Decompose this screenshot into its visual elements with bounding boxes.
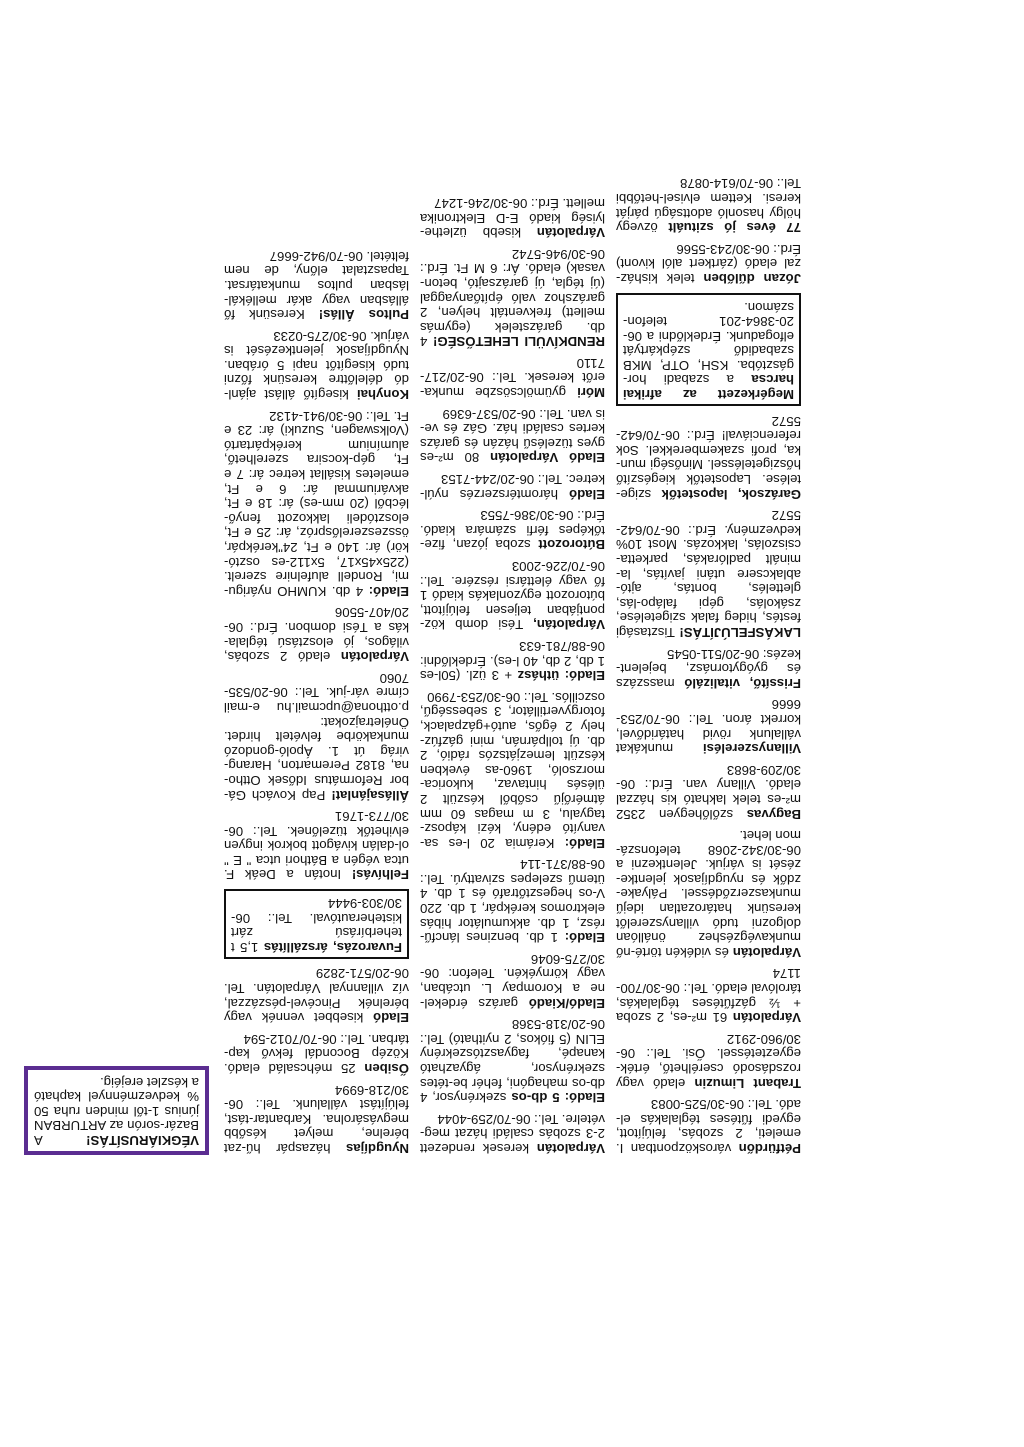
classified-ad [224,1031,409,1075]
ad-lead: Trabant Limuzin [694,1075,801,1091]
ad-lead: Pultos Állás! [318,307,409,323]
ad-text: 61 m²-es, 2 szoba + ½ gázfűtéses téglalakás, tárolóval eladó. Tel.: 06-30/700-1174 [616,966,801,1026]
ad-text: Tési domb köz-pontjában teljesen felújított, bútorozott egyzonlakás kiadó 1 fő vagy élettársi részére. Tel.: 06-70/226-2003 [420,559,605,633]
ad-text: szőlőhegyen 2352 m²-es telek lakható kis házzal eladó. Villany van. Érd.: 06-30/209-8683 [616,762,801,822]
ad-text: 25 méhcsalád eladó. Közép Bocondál fekvő kap-tárban. Tel.: 06-70/7012-594 [224,1031,409,1077]
classified-ad [616,1031,801,1089]
classified-ad [616,176,801,234]
classified-ad [420,195,605,239]
ad-text: munkákat vállalunk rövid határidővel, korrekt áron. Tel.: 06-70/253-6666 [616,697,801,757]
classified-ad [616,828,801,959]
ad-lead: Ősiben [364,1061,409,1077]
ad-lead: 77 éves jó szituált [668,220,801,236]
ad-text: Kerámia 20 l-es sa-vanyító edény, kézi káposz-tagyalu, 3 m magas 60 mm átmérőjű csőből készült 2 ülésés hintavaz, kukorica-morzsoló, 1960-as években készült lemezjátszós rádió, 2 db. új tollpárnán, mini gázfúz-hely 2 égős, autó+gázpalack, fotorgyvertillátor, 3 sebességű, oszcillós. Tel.: 06-30/253-7990 [420,689,605,851]
classified-ad [616,508,801,639]
ad-lead: LAKÁSFELÚJÍTÁS! [679,625,801,640]
classified-ad [616,241,801,285]
ad-lead: Eladó: [564,930,605,946]
ad-text: garázs érdekel-ne a Korompay L. utcában, vagy környékén. Telefon: 06-30/275-6046 [420,951,605,1011]
ad-lead: Eladó/Kiadó [528,995,605,1011]
classified-ad [420,558,605,631]
ads-column-1 [24,1058,209,1155]
ad-lead: Állásajánlat! [331,787,409,803]
classified-ad [420,246,605,348]
ad-text: Inotán a Deák F. utca végén a Báthori utca " E " ol-dalán kivágott bokrok ingyen elvihetők tüzelőnek. Tel.: 06-30/773-1761 [224,809,409,883]
ad-text: özvegy hölgy hasonló adottságú párját keresi. Kettem elvisel-hetőbbi Tel.: 06-70/614-0878 [616,176,801,236]
ad-lead: Konyhai [356,387,409,403]
ads-column-2 [224,241,409,1155]
classified-ad [224,966,409,1024]
classified-ad [420,951,605,1009]
classified-ad [224,809,409,882]
classified-ad [616,1097,801,1155]
classified-ad [616,697,801,755]
classified-ad [420,471,605,500]
ad-text: eladó 2 szobás, világos, jó elosztású téglala-kás a Tési dombon. Érd.: 06-20/407-5506 [224,605,409,665]
classified-ad [224,1082,409,1155]
ad-text: A Bazár-sorón az ARTURBAN június 1-től minden ruha 50 % kedvezménnyel kapható a készlet erejéig. [34,1074,199,1148]
classified-ad [420,857,605,945]
classified-ad [616,413,801,501]
ad-lead: Eladó: [564,835,605,851]
ad-text: 80 m²-es gyes tüzelésű házán és garázs kertes családi ház. Gáz és ve-is van. Tel.: 06-20/537-6369 [420,406,605,466]
ad-lead: Várpalotán [732,944,801,960]
ad-lead: Eladó: üthász [517,668,605,684]
classified-ad [224,670,409,801]
ad-text: 1 db. benzines láncfű-rész, 1 db. akkumulátor hibás elektromos kerékpár, 1 db. 220 V-os hegesztőtrafó és 1 db. 4 ütemű szelepes szivattyú. Tel.: 06-88/371-114 [420,857,605,946]
classified-ad [224,248,409,321]
ad-text: kisebb üzlethe-lyiség kiadó E-D Elektronika mellett. Érd.: 06-30/246-1247 [420,195,605,241]
classified-ad [616,762,801,820]
ad-lead: Várpalotán [732,1010,801,1026]
ad-text: 4 db. garázstelek (egymás mellett) frekventált helyen, 2 garázshoz való építőanyaggal (új tégla, új garázsajtó, beton-vasak) eladó. Ár: 6 M Ft. Érd.: 06-30/946-5742 [419,246,605,350]
ad-text: városközpontban I. emeleti, 2 szobás, felújított, egyedi fűtéses téglalakás el-adó. Tel.: 06-30/525-0083 [616,1097,801,1156]
ad-text: keresek rendezett 2-3 szobás családi házat meg-vételre. Tel.: 06-70/259-4044 [420,1111,605,1156]
ad-text: 4 db. KUMHO nyárigu-mi, Rondell alufelnire szerelt. (225x45x17, 5x112-es osztó-kör) ár: 140 e Ft, 24"kerékpár, összeszerelőspróz, ár: 25 e Ft, elosztódeli lakkozott fenyő-lécből (20 mm-es) ár: 18 e Ft, akváriummal ár: 6 e Ft, emeletes kisállat ketrec ár: 7 e Ft, gép-kocsira szerelhető, alumínium kerékpártartó (Volkswagen, Suzuki) ár: 23 e Ft. Tel.: 06-30/941-4132 [224,408,409,599]
ad-text: 1,5 t teherbírású zárt kisteherautóval. Tel.: 06-30/303-9444 [230,896,402,955]
ad-text: és vidékén törté-nő munkavégzéshez önállóan dolgozni tudó villanyszerelőt keresünk határozatlan idejű munkaszerződéssel. Pályake-zdők és nyugdíjasok jelentke-zését is várjuk. Jelentkezni a 06-30/342-2068 telefonszá-mon lehet. [616,828,801,960]
ad-text: házaspár hű-zat bérelne, melyet később megvásárolna. Karbantar-tást, felújítást vállalunk. Tel.: 06-30/218-6994 [224,1082,409,1156]
ad-lead: Várpalotán [536,1141,605,1156]
ad-lead: VÉGKIÁRUSÍTÁS! [86,1133,199,1148]
ad-lead: Megérkezett az afrikai harcsa [623,372,794,403]
boxed-ad [24,1066,209,1155]
ad-lead: Józan dűlőben [703,270,801,286]
ad-text: Tisztasági festés, hideg falak szigetelése, zsákolás, gépi falápo-lás, glettelés, bontás, ajtó-ablakcsere utáni javítás, la-minált padlórakás, parketta-csiszolás, lakkozás. Most 10% kedvezmény. Érd.: 06-70/642-5572 [616,508,801,640]
ad-text: a szabadi hor-gásztóba. KSH, OTP, MKB szabadidő szépkártyát elfogadunk. Érdeklődni a 06-20-3864-201 telefon-számon. [623,299,794,388]
classified-ad [420,406,605,464]
ad-lead: Eladó: 5 db-os [511,1090,605,1106]
classified-ad [420,1111,605,1155]
ad-lead: Eladó Várpalotán [490,450,605,466]
ad-lead: Eladó [373,1010,409,1026]
ad-text: Keresünk fő állásban vagy akár mellékál-lásban pultos munkatársat. Tapasztalat előny, de nem feltétel. 06-70/942-6667 [224,248,409,323]
ad-lead: Nyugdíjas [345,1141,409,1156]
ads-column-4 [616,169,801,1155]
classified-ad [224,328,409,401]
ad-text: háromtérszerzés nyúl-ketrec. Tel.: 06-20/244-7153 [420,472,605,502]
ads-column-3 [420,188,605,1155]
ad-text: masszázs és gyógytornász, bejelent-kezés: 06-20/511-0545 [616,646,801,691]
ad-lead: Garázsok, lapostetők [661,486,801,502]
ad-lead: Frissítő, vitalizáló [684,675,801,691]
classified-ad [224,605,409,663]
classified-ad [420,355,605,399]
ad-lead: Fuvarozás, árszállítás [263,939,402,955]
classified-ad [420,508,605,552]
boxed-ad [224,890,409,959]
ad-lead: Várpalotán [536,225,605,241]
ad-lead: Móri [577,385,605,401]
ad-lead: Felhívás! [351,867,409,883]
classified-ad [616,646,801,690]
ad-text: + 3 üzl. (50l-es 1 db, 2 db, 40 l-es). Érdeklődni: 06-88/781-633 [420,639,605,684]
ad-text: szoba józan, fize-tőképes férfi számára kiadó. Érd.: 06-30/386-7553 [420,508,605,553]
ad-lead: Bútorozott [538,537,605,553]
ad-lead: Várpalotán, [533,617,605,633]
classified-ad [420,689,605,850]
ad-lead: Bagyvas [746,806,801,822]
ad-lead: RENDKÍVÜLI LEHETŐSÉG! [433,334,605,350]
ad-text: telek kisház-zal eladó (zártkert alól kivont) Érd.: 06-30/243-5566 [616,241,801,286]
ad-text: szekrénysor, 4 db-os mahagóni, fehér be-tétes szekrénysor, ágyazható kanapé, fagyasztószekrény ELIN (5 fiókos, 2 nyitható) Tel.: 06-20/318-5368 [420,1017,605,1106]
ad-text: eladó vagy rozsdásodó cserélhető, érték-egyeztetéssel. Ősi. Tel.: 06-30/960-2912 [615,1031,801,1091]
ad-lead: Eladó: [368,583,409,599]
ad-lead: Pétfürdőn [738,1141,801,1156]
classified-ad [616,966,801,1024]
ad-text: kisegítő állást ajánl-dó délelőttre keresünk főzni tudó kisegítőt napi 5 órában. Nyugdíjasok jelentkezését is várjuk. 06-30/275-0233 [224,328,409,403]
ad-text: Pap Kovách Gá-bor Református Idősek Ottho-na, 8182 Peremarton, Harang-virág út 1. Ápoló-gondozó munkakörbe felvételt hirdet. Önéletrajzokat: p.otthona@upcmail.hu e-mail címre vár-juk. Tel.: 06-20/535-7060 [224,670,409,803]
classified-ad [224,408,409,598]
ad-lead: Eladó [569,486,605,502]
ad-lead: Villanyszerelési [703,741,801,757]
ad-lead: Várpalotán [340,649,409,665]
classified-ad [420,1017,605,1105]
classified-ad [420,638,605,682]
ad-text: szige-telése. Lapostetők kiegészítő hőszigeteléssel. Minőségi mun-ka, profi szakemberekkel. Sok referenciával! Érd.: 06-70/642-5572 [616,413,801,502]
ad-text: gyümölcsöszbe munka-erőt keresek. Tel.: 06-20/217-7110 [420,355,605,401]
ad-text: kisebbet vennék vagy bérelnék Pincével-pészázzal, víz villannyal Várpalotán. Tel. 06-20/571-2829 [224,966,409,1026]
boxed-ad [616,293,801,406]
